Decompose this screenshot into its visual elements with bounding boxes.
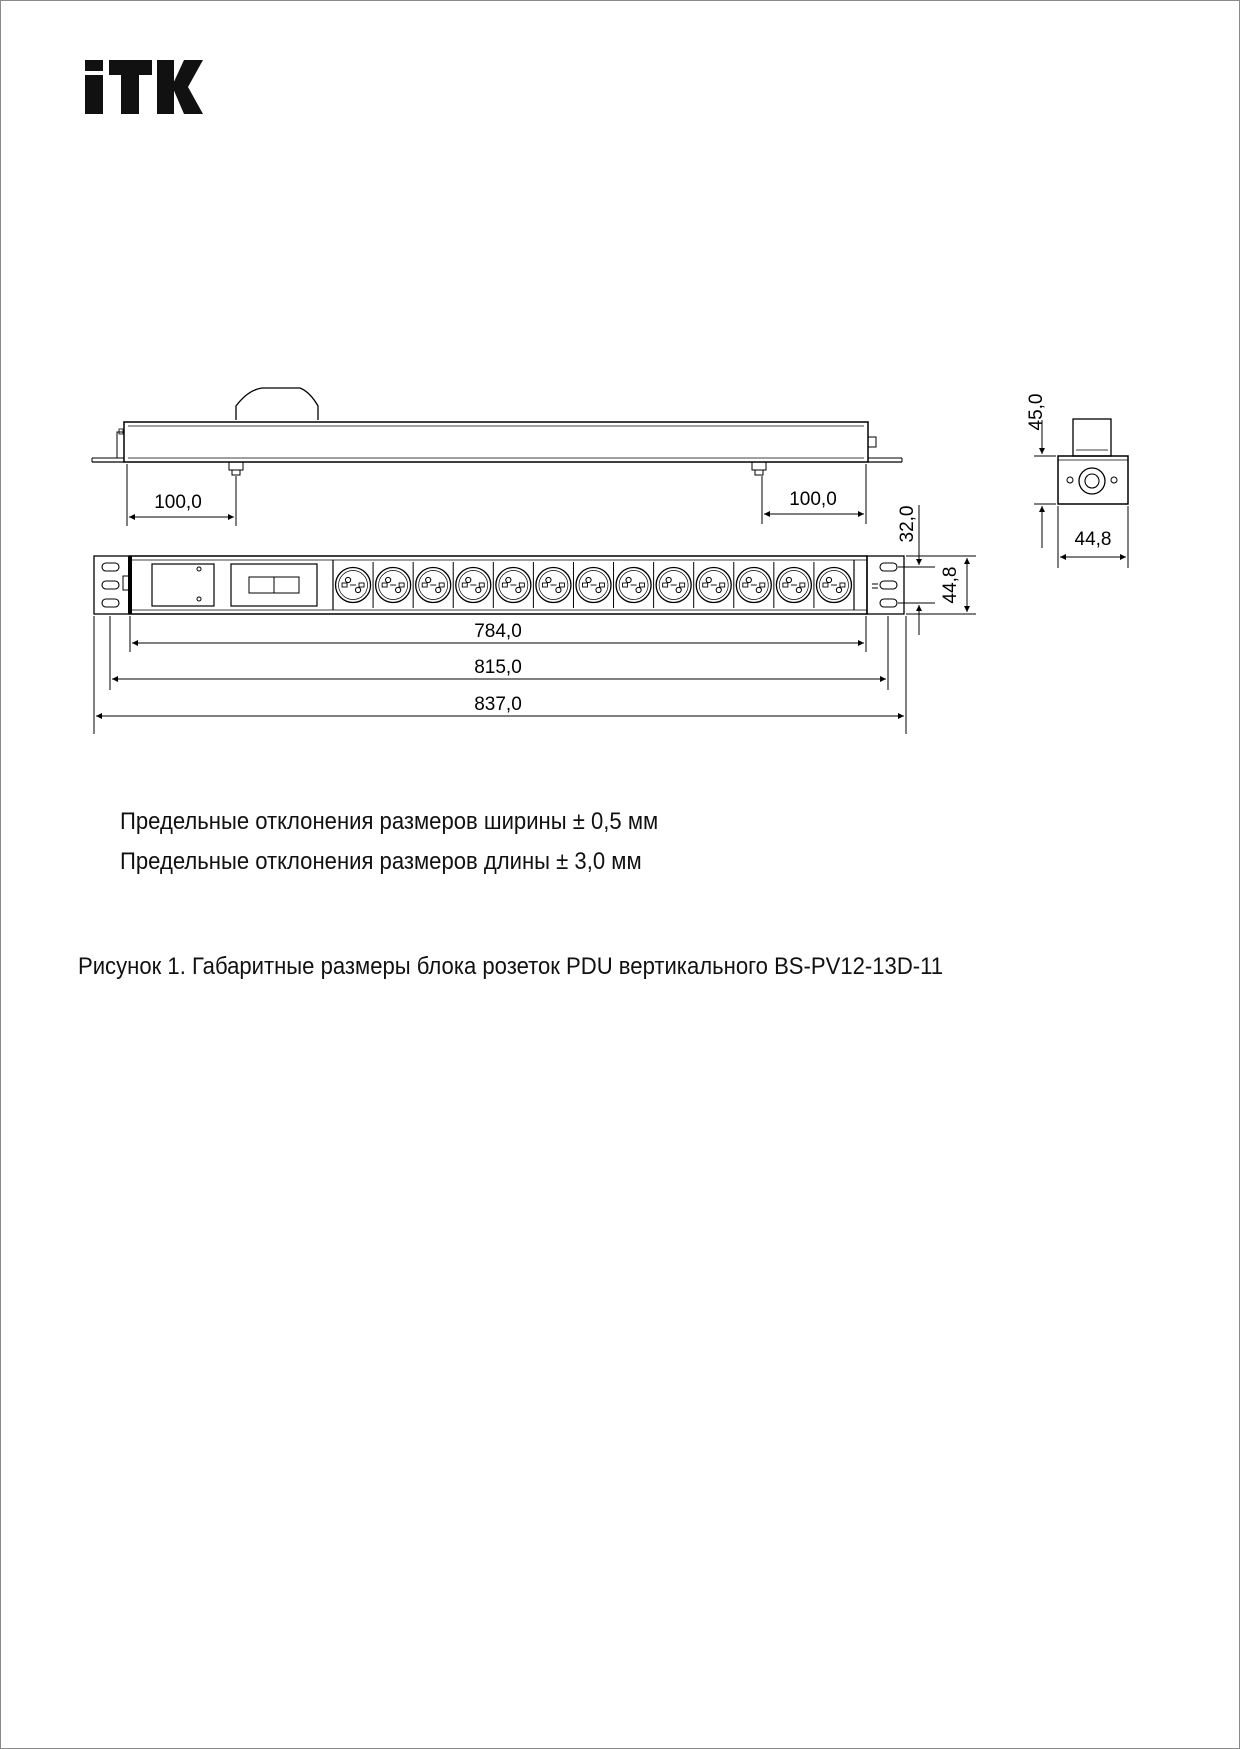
dim-body-length: 784,0 (474, 621, 522, 642)
power-outlet (373, 562, 411, 608)
dim-mount-hole-offset: 32,0 (897, 505, 918, 543)
dim-end-view-width: 44,8 (1074, 529, 1112, 550)
power-outlet (614, 562, 652, 608)
itk-logo (85, 60, 203, 114)
pdu-end-view (1058, 419, 1128, 504)
mount-slots-right (880, 563, 897, 607)
outlet-row (336, 562, 852, 608)
power-outlet (734, 562, 772, 608)
dim-mount-hole-spacing: 815,0 (474, 657, 522, 678)
dim-side-right-offset: 100,0 (789, 489, 837, 510)
power-outlet (533, 562, 571, 608)
power-outlet (453, 562, 491, 608)
figure-caption: Рисунок 1. Габаритные размеры блока розеток PDU вертикального BS-PV12-13D-11 (78, 953, 944, 980)
pdu-side-view (92, 388, 902, 475)
power-outlet (654, 562, 692, 608)
power-outlet (694, 562, 732, 608)
power-outlet (774, 562, 812, 608)
power-outlet (493, 562, 531, 608)
dim-end-view-height: 45,0 (1026, 393, 1047, 431)
dim-overall-length: 837,0 (474, 694, 522, 715)
power-outlet (814, 562, 852, 608)
power-outlet (573, 562, 611, 608)
power-outlet (413, 562, 451, 608)
length-tolerance-note: Предельные отклонения размеров длины ± 3,0 мм (120, 848, 642, 875)
width-tolerance-note: Предельные отклонения размеров ширины ± 0,5 мм (120, 808, 659, 835)
mount-slots-left (102, 563, 119, 607)
dim-side-left-offset: 100,0 (154, 492, 202, 513)
dim-front-height: 44,8 (940, 566, 961, 604)
pdu-front-view (94, 556, 904, 614)
power-outlet (336, 568, 371, 603)
front-dimensions (94, 505, 976, 734)
